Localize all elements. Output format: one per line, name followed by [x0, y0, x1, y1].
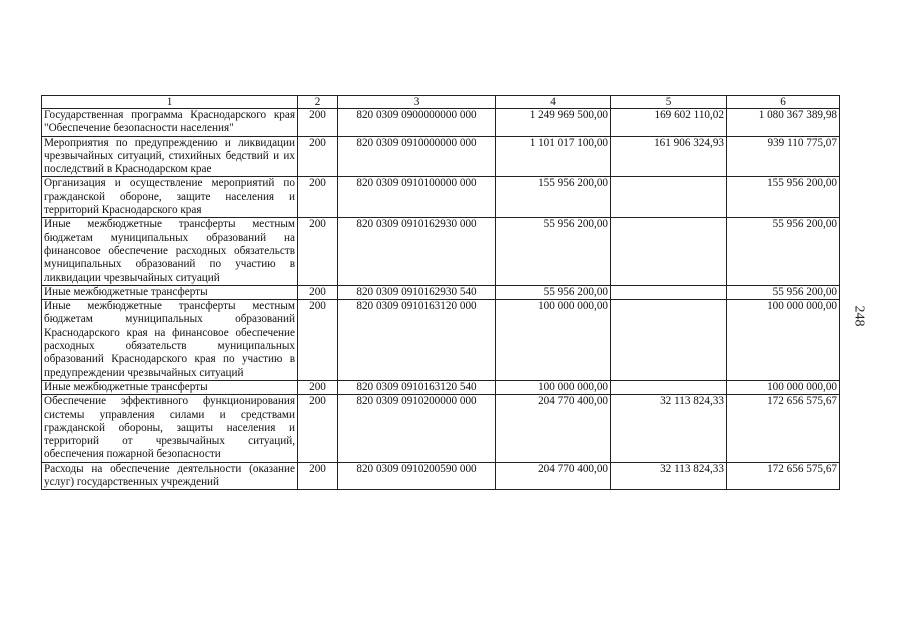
- row-value-col4: 100 000 000,00: [496, 380, 611, 394]
- row-value-col5: 32 113 824,33: [611, 395, 727, 462]
- row-name: Расходы на обеспечение деятельности (оказание услуг) государственных учреждений: [42, 462, 298, 490]
- row-value-col6: 1 080 367 389,98: [727, 109, 840, 137]
- table-row: [42, 300, 840, 381]
- table-row: [42, 395, 840, 462]
- row-code: 200: [298, 462, 338, 490]
- row-name: Иные межбюджетные трансферты: [42, 380, 298, 394]
- row-classification-code: 820 0309 0900000000 000: [338, 109, 496, 137]
- row-code: 200: [298, 380, 338, 394]
- row-name: Иные межбюджетные трансферты местным бюджетам муниципальных образований на финансовое обеспечение расходных обязательств муниципальных образований по участию в ликвидации чрезвычайных ситуаций: [42, 218, 298, 285]
- row-code: 200: [298, 218, 338, 285]
- row-value-col6: 55 956 200,00: [727, 285, 840, 299]
- row-classification-code: 820 0309 0910163120 000: [338, 300, 496, 381]
- row-value-col4: 55 956 200,00: [496, 285, 611, 299]
- column-header: 5: [611, 96, 727, 109]
- row-value-col6: 172 656 575,67: [727, 395, 840, 462]
- row-classification-code: 820 0309 0910163120 540: [338, 380, 496, 394]
- row-value-col5: 32 113 824,33: [611, 462, 727, 490]
- table-row: [42, 380, 840, 394]
- row-code: 200: [298, 136, 338, 177]
- column-header: 1: [42, 96, 298, 109]
- column-header: 3: [338, 96, 496, 109]
- row-code: 200: [298, 177, 338, 218]
- budget-table: [41, 95, 840, 490]
- table-header-row: [42, 96, 840, 109]
- table-row: [42, 109, 840, 137]
- row-value-col4: 204 770 400,00: [496, 462, 611, 490]
- row-name: Обеспечение эффективного функционирования системы управления силами и средствами гражданской обороны, защиты населения и территорий от чрезвычайных ситуаций, обеспечения пожарной безопасности: [42, 395, 298, 462]
- row-value-col4: 55 956 200,00: [496, 218, 611, 285]
- row-name: Государственная программа Краснодарского края "Обеспечение безопасности населения": [42, 109, 298, 137]
- row-value-col5: 161 906 324,93: [611, 136, 727, 177]
- row-value-col4: 100 000 000,00: [496, 300, 611, 381]
- table-row: [42, 177, 840, 218]
- row-value-col6: 939 110 775,07: [727, 136, 840, 177]
- row-classification-code: 820 0309 0910200000 000: [338, 395, 496, 462]
- row-classification-code: 820 0309 0910100000 000: [338, 177, 496, 218]
- row-classification-code: 820 0309 0910000000 000: [338, 136, 496, 177]
- table-row: [42, 136, 840, 177]
- row-value-col4: 204 770 400,00: [496, 395, 611, 462]
- row-code: 200: [298, 395, 338, 462]
- row-code: 200: [298, 300, 338, 381]
- row-value-col4: 1 249 969 500,00: [496, 109, 611, 137]
- column-header: 4: [496, 96, 611, 109]
- column-header: 2: [298, 96, 338, 109]
- row-value-col5: [611, 285, 727, 299]
- table-row: [42, 462, 840, 490]
- table-row: [42, 285, 840, 299]
- row-value-col6: 172 656 575,67: [727, 462, 840, 490]
- row-code: 200: [298, 109, 338, 137]
- row-value-col6: 55 956 200,00: [727, 218, 840, 285]
- row-name: Организация и осуществление мероприятий по гражданской обороне, защите населения и территорий Краснодарского края: [42, 177, 298, 218]
- row-name: Иные межбюджетные трансферты местным бюджетам муниципальных образований Краснодарского края на финансовое обеспечение расходных обязательств муниципальных образований Краснодарского края по участию в предупреждении чрезвычайных ситуаций: [42, 300, 298, 381]
- row-value-col4: 155 956 200,00: [496, 177, 611, 218]
- column-header: 6: [727, 96, 840, 109]
- row-value-col6: 155 956 200,00: [727, 177, 840, 218]
- row-value-col4: 1 101 017 100,00: [496, 136, 611, 177]
- row-classification-code: 820 0309 0910200590 000: [338, 462, 496, 490]
- row-code: 200: [298, 285, 338, 299]
- row-classification-code: 820 0309 0910162930 540: [338, 285, 496, 299]
- row-value-col5: [611, 300, 727, 381]
- table-row: [42, 218, 840, 285]
- row-value-col5: 169 602 110,02: [611, 109, 727, 137]
- row-value-col6: 100 000 000,00: [727, 380, 840, 394]
- row-value-col5: [611, 218, 727, 285]
- row-value-col6: 100 000 000,00: [727, 300, 840, 381]
- page-number: 248: [851, 305, 867, 327]
- row-value-col5: [611, 380, 727, 394]
- row-name: Иные межбюджетные трансферты: [42, 285, 298, 299]
- row-name: Мероприятия по предупреждению и ликвидации чрезвычайных ситуаций, стихийных бедствий и их последствий в Краснодарском крае: [42, 136, 298, 177]
- row-classification-code: 820 0309 0910162930 000: [338, 218, 496, 285]
- row-value-col5: [611, 177, 727, 218]
